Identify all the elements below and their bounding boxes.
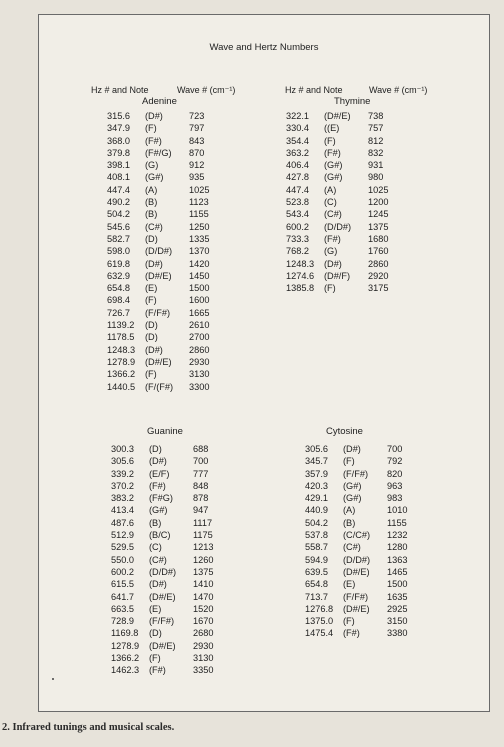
wave-number: 2930 (193, 640, 214, 651)
wave-number: 1465 (387, 566, 408, 577)
wave-number: 1123 (189, 197, 209, 208)
wave-number: 935 (189, 172, 205, 183)
note-value: (C#) (145, 221, 163, 232)
page-title: Wave and Hertz Numbers (209, 42, 319, 53)
wave-number: 1175 (193, 530, 213, 541)
hz-value: 543.4 (286, 209, 309, 220)
hz-value: 447.4 (286, 184, 309, 195)
hz-value: 1375.0 (305, 616, 334, 627)
wave-number: 912 (189, 160, 205, 171)
note-value: (D) (145, 233, 158, 244)
wave-number: 1280 (387, 542, 408, 553)
wave-number: 723 (189, 111, 205, 121)
note-value: (F#/G) (145, 147, 172, 158)
hz-value: 1139.2 (107, 320, 135, 331)
wave-header: Wave # (cm⁻¹) (177, 85, 236, 95)
wave-number: 980 (368, 172, 384, 183)
group-title: Thymine (334, 96, 371, 107)
group-title: Adenine (142, 96, 177, 107)
note-value: (C#) (343, 542, 361, 553)
hz-value: 768.2 (286, 246, 309, 257)
hz-value: 1366.2 (107, 369, 136, 380)
wave-number: 3175 (368, 283, 389, 294)
hz-value: 728.9 (111, 616, 134, 627)
hz-value: 1385.8 (286, 283, 315, 294)
wave-number: 2680 (193, 628, 214, 639)
note-value: (D#) (343, 444, 361, 454)
hz-value: 654.8 (107, 283, 130, 294)
wave-number: 963 (387, 480, 403, 491)
note-value: (D#) (324, 258, 342, 269)
note-value: (D/D#) (149, 566, 177, 577)
note-value: (F#) (145, 135, 162, 146)
wave-number: 812 (368, 135, 384, 146)
hz-value: 1178.5 (107, 332, 135, 343)
note-value: (F/F#) (343, 591, 369, 602)
wave-number: 3130 (189, 369, 210, 380)
note-value: (E) (149, 603, 162, 614)
note-value: (F) (145, 123, 157, 134)
hz-value: 427.8 (286, 172, 309, 183)
note-value: (F/F#) (145, 307, 171, 318)
hz-value: 726.7 (107, 307, 130, 318)
hz-value: 1248.3 (286, 258, 315, 269)
note-value: (F#G) (149, 493, 173, 504)
hz-value: 619.8 (107, 258, 130, 269)
hz-value: 339.2 (111, 468, 134, 479)
note-value: (D#/E) (324, 111, 351, 121)
wave-number: 2860 (368, 258, 389, 269)
hz-value: 598.0 (107, 246, 130, 257)
wave-number: 1335 (189, 233, 210, 244)
wave-number: 688 (193, 444, 209, 454)
note-value: (D#/E) (145, 356, 172, 367)
wave-number: 1117 (193, 517, 213, 528)
hz-value: 713.7 (305, 591, 328, 602)
note-value: (F#) (149, 480, 166, 491)
wave-number: 3350 (193, 665, 214, 676)
wave-number: 1410 (193, 579, 214, 590)
note-value: (D#) (145, 111, 163, 121)
hz-value: 487.6 (111, 517, 134, 528)
hz-value: 315.6 (107, 111, 130, 121)
note-value: (F) (343, 616, 355, 627)
note-value: (F) (145, 295, 157, 306)
hz-value: 512.9 (111, 530, 134, 541)
wave-number: 2700 (189, 332, 210, 343)
note-value: (D#/E) (149, 591, 176, 602)
hz-value: 447.4 (107, 184, 130, 195)
note-value: (D#/E) (343, 566, 370, 577)
wave-number: 1025 (368, 184, 389, 195)
note-value: (C) (324, 197, 337, 208)
note-value: (D#/E) (149, 640, 176, 651)
note-value: (G) (145, 160, 159, 171)
note-value: (F/F#) (149, 616, 175, 627)
note-value: (D#) (149, 579, 167, 590)
wave-number: 1010 (387, 505, 408, 516)
hz-value: 1276.8 (305, 603, 334, 614)
wave-number: 700 (387, 444, 403, 454)
wave-number: 843 (189, 135, 205, 146)
wave-number: 1760 (368, 246, 389, 257)
hz-value: 1274.6 (286, 270, 315, 281)
wave-number: 1025 (189, 184, 210, 195)
wave-number: 820 (387, 468, 403, 479)
note-value: (D) (149, 628, 162, 639)
wave-number: 1363 (387, 554, 408, 565)
wave-number: 700 (193, 456, 209, 467)
note-value: (G#) (343, 493, 362, 504)
hz-value: 429.1 (305, 493, 328, 504)
hz-value: 1248.3 (107, 344, 136, 355)
note-value: (E/F) (149, 468, 170, 479)
note-value: (F#) (149, 665, 166, 676)
note-value: (F) (149, 653, 161, 664)
hz-value: 582.7 (107, 233, 130, 244)
hz-value: 305.6 (305, 444, 328, 454)
wave-number: 2930 (189, 356, 210, 367)
hz-value: 632.9 (107, 270, 130, 281)
wave-number: 757 (368, 123, 384, 134)
hz-value: 1278.9 (111, 640, 140, 651)
note-value: (G#) (324, 160, 343, 171)
hz-value: 490.2 (107, 197, 130, 208)
hz-value: 663.5 (111, 603, 134, 614)
note-value: (C#) (149, 554, 167, 565)
group-title: Cytosine (326, 426, 363, 437)
wave-number: 1155 (189, 209, 209, 220)
hz-value: 523.8 (286, 197, 309, 208)
hz-value: 1366.2 (111, 653, 140, 664)
note-value: (F) (343, 456, 355, 467)
note-value: (D) (145, 332, 158, 343)
hz-value: 322.1 (286, 111, 309, 121)
note-value: (G#) (149, 505, 168, 516)
wave-header: Wave # (cm⁻¹) (369, 85, 428, 95)
wave-number: 1450 (189, 270, 210, 281)
note-value: (F#) (324, 233, 341, 244)
wave-number: 1375 (368, 221, 389, 232)
note-value: (D#) (149, 456, 167, 467)
wave-number: 983 (387, 493, 403, 504)
hz-value: 545.6 (107, 221, 130, 232)
note-value: (F) (324, 135, 336, 146)
note-value: ((E) (324, 123, 340, 134)
right-column-header (285, 85, 428, 95)
wave-number: 1213 (193, 542, 214, 553)
note-value: (G#) (145, 172, 164, 183)
hz-value: 363.2 (286, 147, 309, 158)
wave-number: 1500 (189, 283, 210, 294)
print-speck (52, 678, 54, 680)
wave-number: 3380 (387, 628, 408, 639)
note-value: (C#) (324, 209, 342, 220)
wave-number: 1470 (193, 591, 214, 602)
wave-number: 1375 (193, 566, 214, 577)
wave-number: 1670 (193, 616, 214, 627)
note-value: (A) (324, 184, 337, 195)
hz-value: 408.1 (107, 172, 130, 183)
hz-value: 733.3 (286, 233, 309, 244)
hz-value: 639.5 (305, 566, 328, 577)
note-value: (B) (343, 517, 356, 528)
hz-value: 529.5 (111, 542, 134, 553)
note-value: (A) (343, 505, 356, 516)
hz-value: 537.8 (305, 530, 328, 541)
hz-value: 347.9 (107, 123, 130, 134)
hz-value: 654.8 (305, 579, 328, 590)
hz-value: 600.2 (111, 566, 134, 577)
wave-number: 3300 (189, 381, 210, 392)
hz-value: 1475.4 (305, 628, 334, 639)
wave-number: 1600 (189, 295, 210, 306)
wave-number: 2860 (189, 344, 210, 355)
hz-value: 1462.3 (111, 665, 140, 676)
hz-value: 383.2 (111, 493, 134, 504)
left-column-header (91, 85, 236, 95)
wave-number: 1245 (368, 209, 389, 220)
wave-number: 1500 (387, 579, 408, 590)
hz-value: 379.8 (107, 147, 130, 158)
hz-value: 504.2 (107, 209, 130, 220)
hz-value: 413.4 (111, 505, 134, 516)
hz-value: 550.0 (111, 554, 134, 565)
note-value: (G#) (343, 480, 362, 491)
note-value: (B) (145, 197, 158, 208)
note-value: (B) (145, 209, 158, 220)
hz-value: 600.2 (286, 221, 309, 232)
hz-value: 615.5 (111, 579, 134, 590)
wave-number: 738 (368, 111, 384, 121)
wave-number: 777 (193, 468, 209, 479)
wave-number: 797 (189, 123, 205, 134)
hz-value: 641.7 (111, 591, 134, 602)
hz-value: 594.9 (305, 554, 328, 565)
note-value: (D/D#) (343, 554, 371, 565)
wave-number: 1200 (368, 197, 389, 208)
wave-number: 1680 (368, 233, 389, 244)
wave-number: 1232 (387, 530, 408, 541)
wave-number: 2920 (368, 270, 389, 281)
note-value: (F/F#) (343, 468, 369, 479)
note-value: (D#/F) (324, 270, 351, 281)
hz-value: 1440.5 (107, 381, 136, 392)
wave-number: 792 (387, 456, 403, 467)
wave-number: 870 (189, 147, 205, 158)
table-page (38, 14, 490, 712)
wave-number: 848 (193, 480, 209, 491)
wave-number: 1250 (189, 221, 210, 232)
hz-value: 398.1 (107, 160, 130, 171)
wave-number: 1260 (193, 554, 214, 565)
wave-number: 1520 (193, 603, 214, 614)
note-value: (D#/E) (343, 603, 370, 614)
wave-number: 1370 (189, 246, 210, 257)
hz-value: 357.9 (305, 468, 328, 479)
note-value: (C/C#) (343, 530, 371, 541)
note-value: (D/D#) (324, 221, 352, 232)
note-value: (C) (149, 542, 162, 553)
hz-value: 330.4 (286, 123, 309, 134)
note-value: (D#) (145, 344, 163, 355)
hz-value: 370.2 (111, 480, 134, 491)
wave-number: 1635 (387, 591, 408, 602)
hz-value: 406.4 (286, 160, 309, 171)
hz-value: 354.4 (286, 135, 309, 146)
note-value: (E) (145, 283, 158, 294)
hz-value: 300.3 (111, 444, 134, 454)
hz-value: 698.4 (107, 295, 130, 306)
note-value: (D) (149, 444, 162, 454)
wave-number: 947 (193, 505, 209, 516)
wave-number: 2925 (387, 603, 408, 614)
hz-value: 420.3 (305, 480, 328, 491)
note-value: (B/C) (149, 530, 171, 541)
note-value: (D#/E) (145, 270, 172, 281)
wave-number: 1155 (387, 517, 407, 528)
wave-number: 878 (193, 493, 209, 504)
hz-value: 305.6 (111, 456, 134, 467)
wave-number: 3130 (193, 653, 214, 664)
hz-value: 345.7 (305, 456, 328, 467)
wave-number: 832 (368, 147, 384, 158)
wave-number: 1420 (189, 258, 210, 269)
note-value: (G#) (324, 172, 343, 183)
wave-number: 2610 (189, 320, 210, 331)
note-value: (D/D#) (145, 246, 173, 257)
figure-caption: 2. Infrared tunings and musical scales. (2, 722, 175, 733)
note-value: (E) (343, 579, 356, 590)
note-value: (F#) (343, 628, 360, 639)
hz-value: 1278.9 (107, 356, 136, 367)
note-value: (D#) (145, 258, 163, 269)
wave-number: 3150 (387, 616, 408, 627)
wave-number: 931 (368, 160, 384, 171)
hz-value: 1169.8 (111, 628, 139, 639)
note-value: (D) (145, 320, 158, 331)
hz-value: 504.2 (305, 517, 328, 528)
hz-note-header: Hz # and Note (91, 85, 149, 95)
hz-value: 368.0 (107, 135, 130, 146)
group-title: Guanine (147, 426, 183, 437)
note-value: (A) (145, 184, 158, 195)
note-value: (B) (149, 517, 162, 528)
wave-number: 1665 (189, 307, 210, 318)
hz-note-header: Hz # and Note (285, 85, 343, 95)
note-value: (G) (324, 246, 338, 257)
note-value: (F/(F#) (145, 381, 174, 392)
hz-value: 440.9 (305, 505, 328, 516)
note-value: (F) (145, 369, 157, 380)
hz-value: 558.7 (305, 542, 328, 553)
note-value: (F#) (324, 147, 341, 158)
note-value: (F) (324, 283, 336, 294)
